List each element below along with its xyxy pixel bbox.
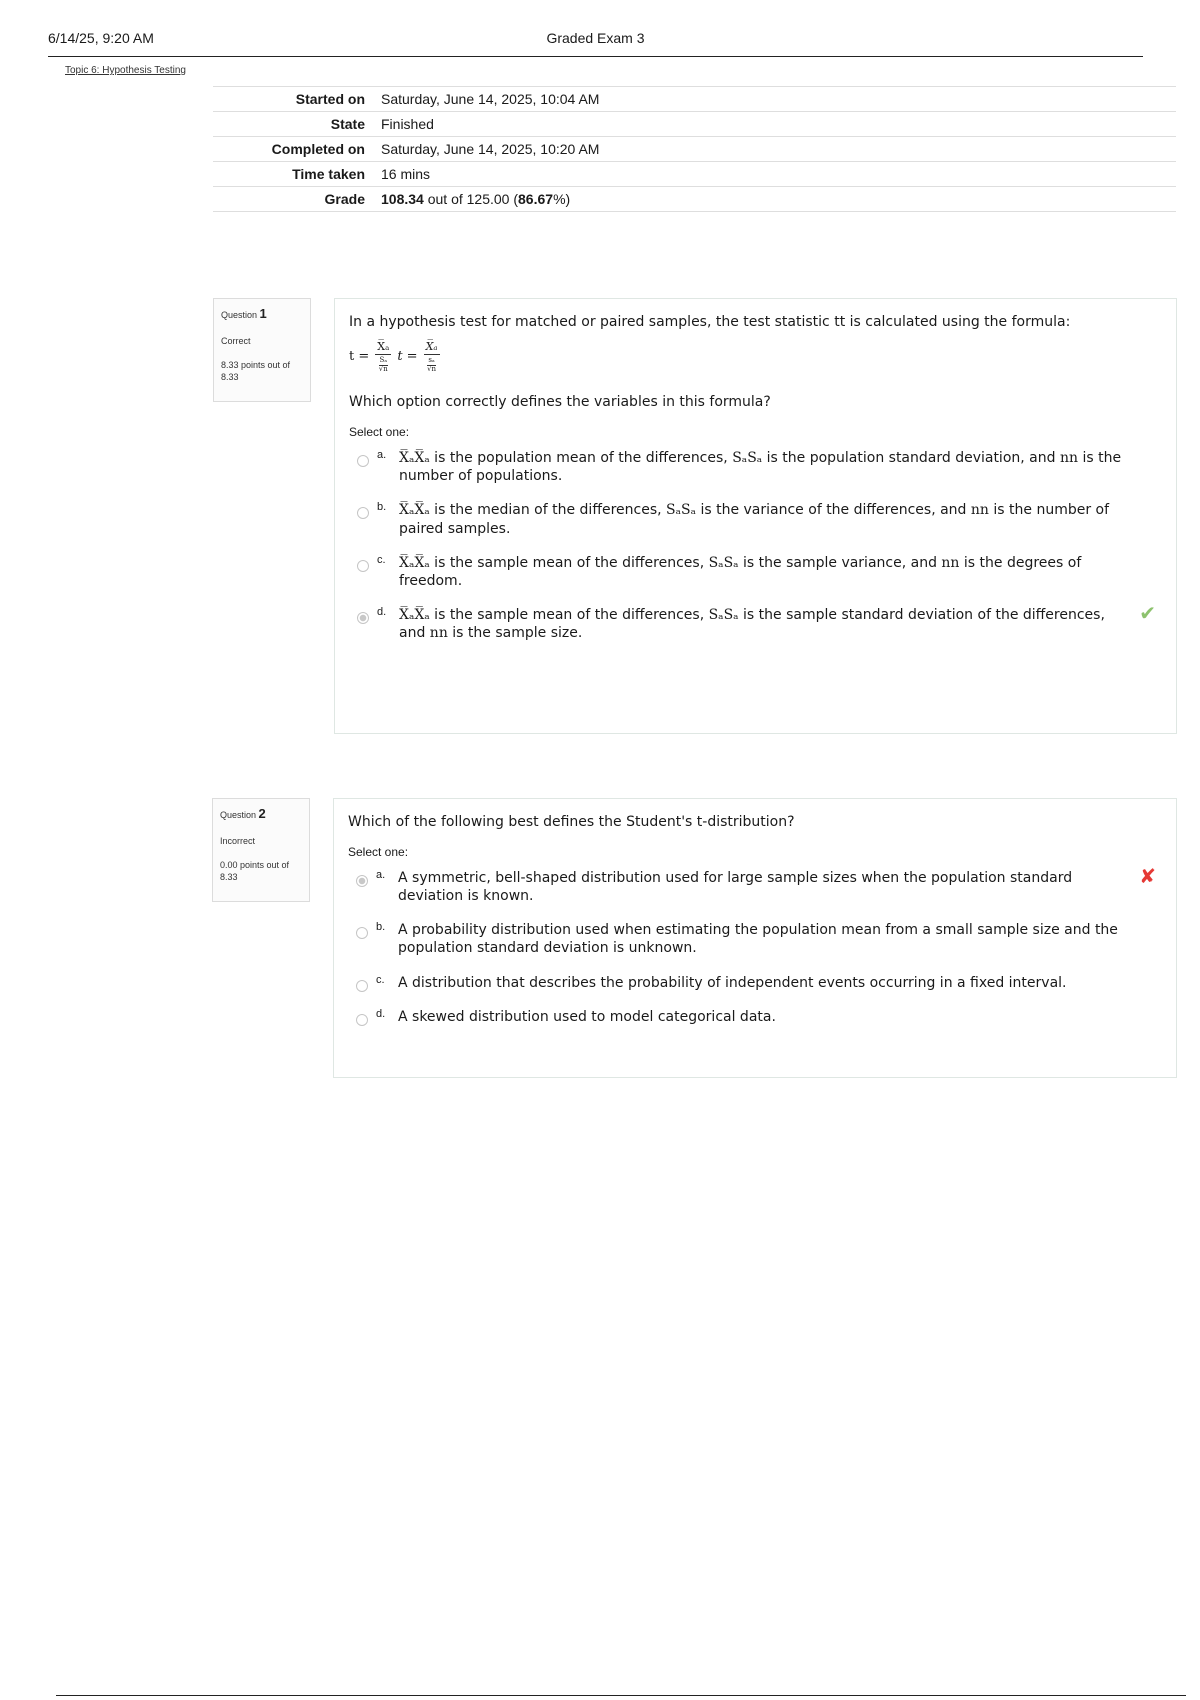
summary-row-grade — [213, 187, 1176, 212]
radio-button-selected[interactable] — [356, 875, 368, 887]
summary-row-state — [213, 112, 1176, 137]
correct-check-icon: ✔ — [1139, 601, 1156, 626]
summary-value: Saturday, June 14, 2025, 10:20 AM — [381, 141, 600, 157]
select-one-label: Select one: — [349, 425, 410, 440]
question-points: 8.33 points out of 8.33 — [221, 359, 291, 382]
radio-button[interactable] — [357, 455, 369, 467]
footer-rule — [56, 1695, 1186, 1696]
answer-option-d[interactable]: d. A skewed distribution used to model categorical data. — [348, 1008, 1162, 1026]
radio-button[interactable] — [356, 927, 368, 939]
question-2-content — [333, 798, 1177, 1078]
radio-button[interactable] — [357, 560, 369, 572]
select-one-label: Select one: — [348, 845, 409, 860]
answer-option-a[interactable]: a. A symmetric, bell-shaped distribution used for large sample sizes when the population standard deviation is known. ✘ — [348, 869, 1162, 905]
question-1-info — [213, 298, 311, 402]
summary-value: Saturday, June 14, 2025, 10:04 AM — [381, 91, 600, 107]
incorrect-x-icon: ✘ — [1139, 863, 1156, 888]
radio-button-selected[interactable] — [357, 612, 369, 624]
summary-label: State — [330, 116, 365, 132]
print-header — [48, 28, 1143, 57]
attempt-summary — [213, 86, 1176, 212]
question-prompt: Which option correctly defines the variables in this formula? — [349, 394, 771, 411]
radio-button[interactable] — [357, 507, 369, 519]
question-text: In a hypothesis test for matched or paired samples, the test statistic tt is calculated using the formula: — [349, 314, 1071, 330]
breadcrumb-link[interactable]: Topic 6: Hypothesis Testing — [65, 65, 186, 76]
answer-option-b[interactable]: b. A probability distribution used when estimating the population mean from a small sample size and the population standard deviation is unknown. — [348, 921, 1162, 957]
question-points: 0.00 points out of 8.33 — [220, 859, 290, 882]
summary-value: 108.34 out of 125.00 (86.67%) — [381, 191, 571, 207]
print-date: 6/14/25, 9:20 AM — [48, 30, 154, 46]
radio-button[interactable] — [356, 1014, 368, 1026]
test-statistic-formula: t = X̅ₐ Sₐ √n t = X̅ₐ sₐ √n — [349, 340, 438, 374]
summary-label: Completed on — [271, 141, 365, 157]
grade-percent: 86.67 — [518, 191, 554, 207]
question-state: Incorrect — [220, 835, 256, 846]
radio-button[interactable] — [356, 980, 368, 992]
answer-option-d[interactable]: d. X̅ₐX̅ₐ is the sample mean of the differences, SₐSₐ is the sample standard deviation of the differences, and nn is the sample size. ✔ — [349, 606, 1162, 642]
question-1-content — [334, 298, 1177, 734]
question-prompt: Which of the following best defines the Student's t-distribution? — [348, 814, 795, 830]
summary-label: Grade — [324, 191, 365, 207]
answer-option-a[interactable]: a. X̅ₐX̅ₐ is the population mean of the differences, SₐSₐ is the population standard deviation, and nn is the number of populations. — [349, 449, 1162, 485]
summary-row-completed — [213, 137, 1176, 162]
summary-row-time — [213, 162, 1176, 187]
summary-label: Started on — [295, 91, 365, 107]
question-2-info — [212, 798, 310, 902]
answer-option-c[interactable]: c. A distribution that describes the probability of independent events occurring in a fixed interval. — [348, 974, 1162, 992]
grade-score: 108.34 — [381, 191, 424, 207]
question-state: Correct — [221, 335, 251, 346]
answer-option-c[interactable]: c. X̅ₐX̅ₐ is the sample mean of the differences, SₐSₐ is the sample variance, and nn is the degrees of freedom. — [349, 554, 1162, 590]
summary-value: 16 mins — [381, 166, 431, 182]
question-number: Question 2 — [220, 806, 266, 821]
summary-label: Time taken — [292, 166, 365, 182]
print-title: Graded Exam 3 — [546, 30, 645, 46]
answer-option-b[interactable]: b. X̅ₐX̅ₐ is the median of the differences, SₐSₐ is the variance of the differences, and nn is the number of paired samples. — [349, 501, 1162, 537]
summary-value: Finished — [381, 116, 434, 132]
question-number: Question 1 — [221, 306, 267, 321]
summary-row-started — [213, 87, 1176, 112]
